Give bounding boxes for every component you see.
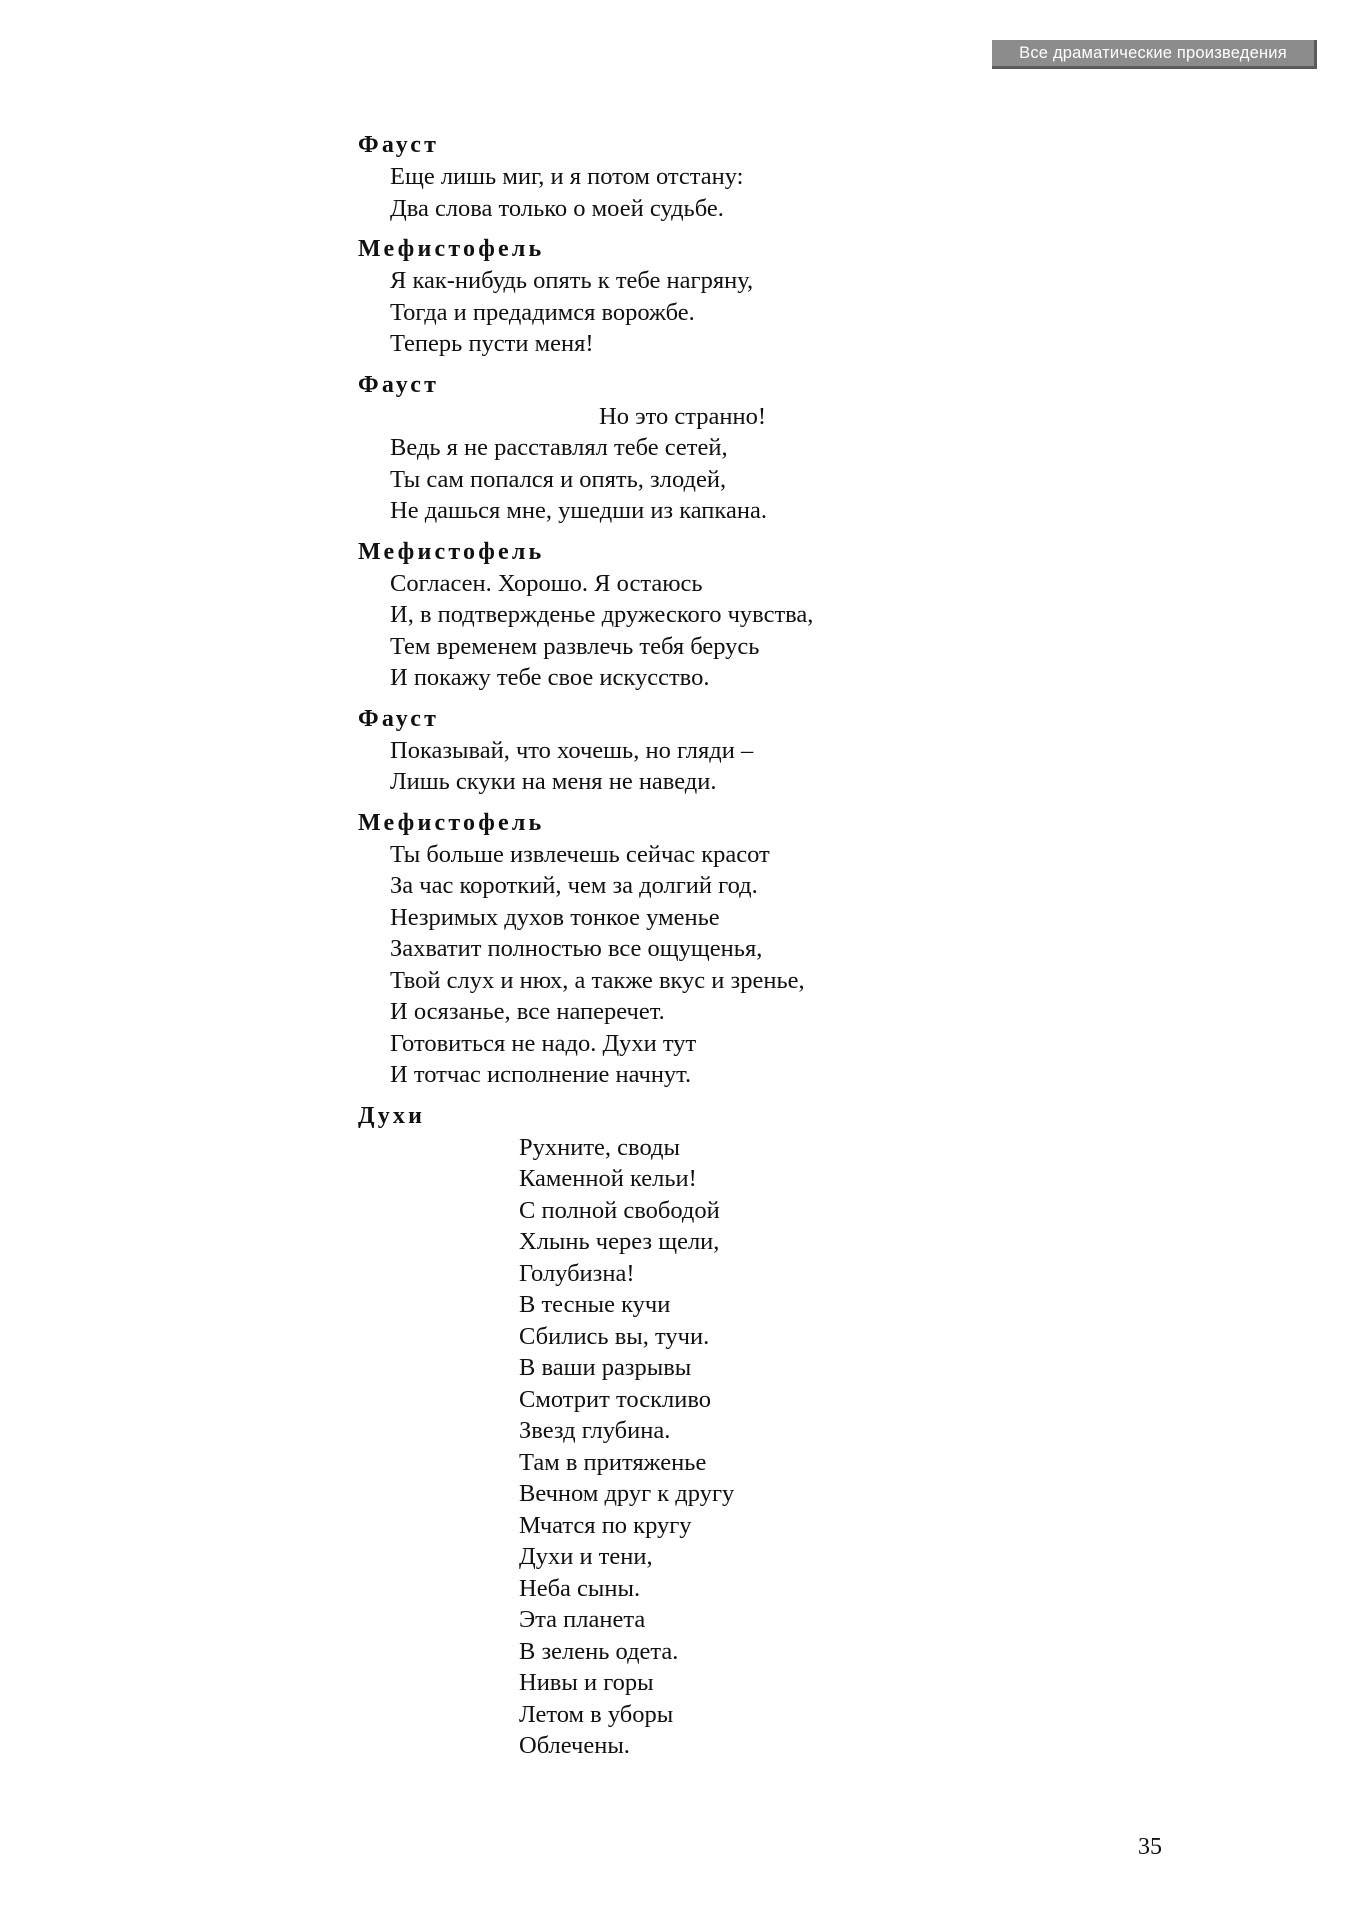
verse-line: Там в притяженье — [519, 1448, 707, 1476]
dialogue-block — [358, 370, 1178, 527]
verse-line: В тесные кучи — [519, 1291, 671, 1318]
verse-line: Два слова только о моей судьбе. — [390, 194, 724, 222]
speaker-name: Фауст — [358, 705, 440, 732]
verse-line: Звезд глубина. — [519, 1417, 671, 1444]
verse-line: И, в подтвержденье дружеского чувства, — [390, 601, 814, 628]
dialogue-block — [358, 808, 1178, 1091]
verse-line: Теперь пусти меня! — [390, 330, 594, 357]
dialogue-block — [358, 537, 1178, 694]
verse-line: Голубизна! — [519, 1259, 635, 1287]
verse-line: Сбились вы, тучи. — [519, 1322, 710, 1350]
section-header-badge: Все драматические произведения — [992, 40, 1317, 69]
verse-line: Хлынь через щели, — [519, 1228, 720, 1255]
verse-line: И тотчас исполнение начнут. — [390, 1061, 692, 1088]
verse-line: Рухните, своды — [519, 1133, 680, 1161]
verse-line: Я как-нибудь опять к тебе нагряну, — [390, 267, 754, 294]
verse-line: За час короткий, чем за долгий год. — [390, 872, 758, 899]
verse-line: Каменной кельи! — [519, 1165, 697, 1192]
verse-line: Согласен. Хорошо. Я остаюсь — [390, 569, 703, 597]
verse-line: Готовиться не надо. Духи тут — [390, 1029, 697, 1057]
verse-line: Нивы и горы — [519, 1669, 654, 1696]
verse-line: Показывай, что хочешь, но гляди – — [390, 736, 754, 764]
verse-line: Захватит полностью все ощущенья, — [390, 935, 763, 962]
dialogue-block — [358, 130, 1178, 224]
page-number: 35 — [1138, 1834, 1162, 1860]
dialogue-block — [358, 704, 1178, 798]
speaker-name: Духи — [358, 1102, 426, 1129]
dialogue-block — [358, 234, 1178, 360]
speaker-name: Фауст — [358, 371, 440, 398]
verse-line: В ваши разрывы — [519, 1354, 692, 1381]
speaker-name: Фауст — [358, 132, 440, 158]
verse-line: Еще лишь миг, и я потом отстану: — [390, 163, 744, 190]
verse-line: Тогда и предадимся ворожбе. — [390, 298, 695, 326]
verse-line: Эта планета — [519, 1606, 646, 1633]
verse-line: И покажу тебе свое искусство. — [390, 664, 710, 691]
verse-line: Ведь я не расставлял тебе сетей, — [390, 434, 728, 461]
verse-line: Ты сам попался и опять, злодей, — [390, 465, 727, 493]
verse-line: Духи и тени, — [519, 1543, 653, 1570]
verse-line: С полной свободой — [519, 1196, 720, 1224]
verse-line: Лишь скуки на меня не наведи. — [390, 768, 717, 795]
verse-line: Не дашься мне, ушедши из капкана. — [390, 497, 767, 524]
verse-line: Летом в уборы — [519, 1700, 674, 1728]
verse-line: Неба сыны. — [519, 1574, 641, 1602]
verse-line: В зелень одета. — [519, 1637, 679, 1665]
verse-line: Тем временем развлечь тебя берусь — [390, 632, 760, 660]
verse-line: Вечном друг к другу — [519, 1480, 735, 1507]
verse-line: Твой слух и нюх, а также вкус и зренье, — [390, 966, 805, 994]
verse-line: Ты больше извлечешь сейчас красот — [390, 840, 770, 868]
verse-line: Мчатся по кругу — [519, 1511, 692, 1539]
verse-line: И осязанье, все наперечет. — [390, 998, 665, 1025]
speaker-name: Мефистофель — [358, 809, 545, 836]
verse-line: Облечены. — [519, 1732, 630, 1759]
play-text — [358, 130, 1178, 1772]
speaker-name: Мефистофель — [358, 538, 545, 565]
dialogue-block — [358, 1101, 1178, 1762]
verse-line: Незримых духов тонкое уменье — [390, 903, 720, 931]
speaker-name: Мефистофель — [358, 236, 545, 262]
verse-line: Смотрит тоскливо — [519, 1385, 711, 1413]
verse-line: Но это странно! — [599, 402, 766, 430]
